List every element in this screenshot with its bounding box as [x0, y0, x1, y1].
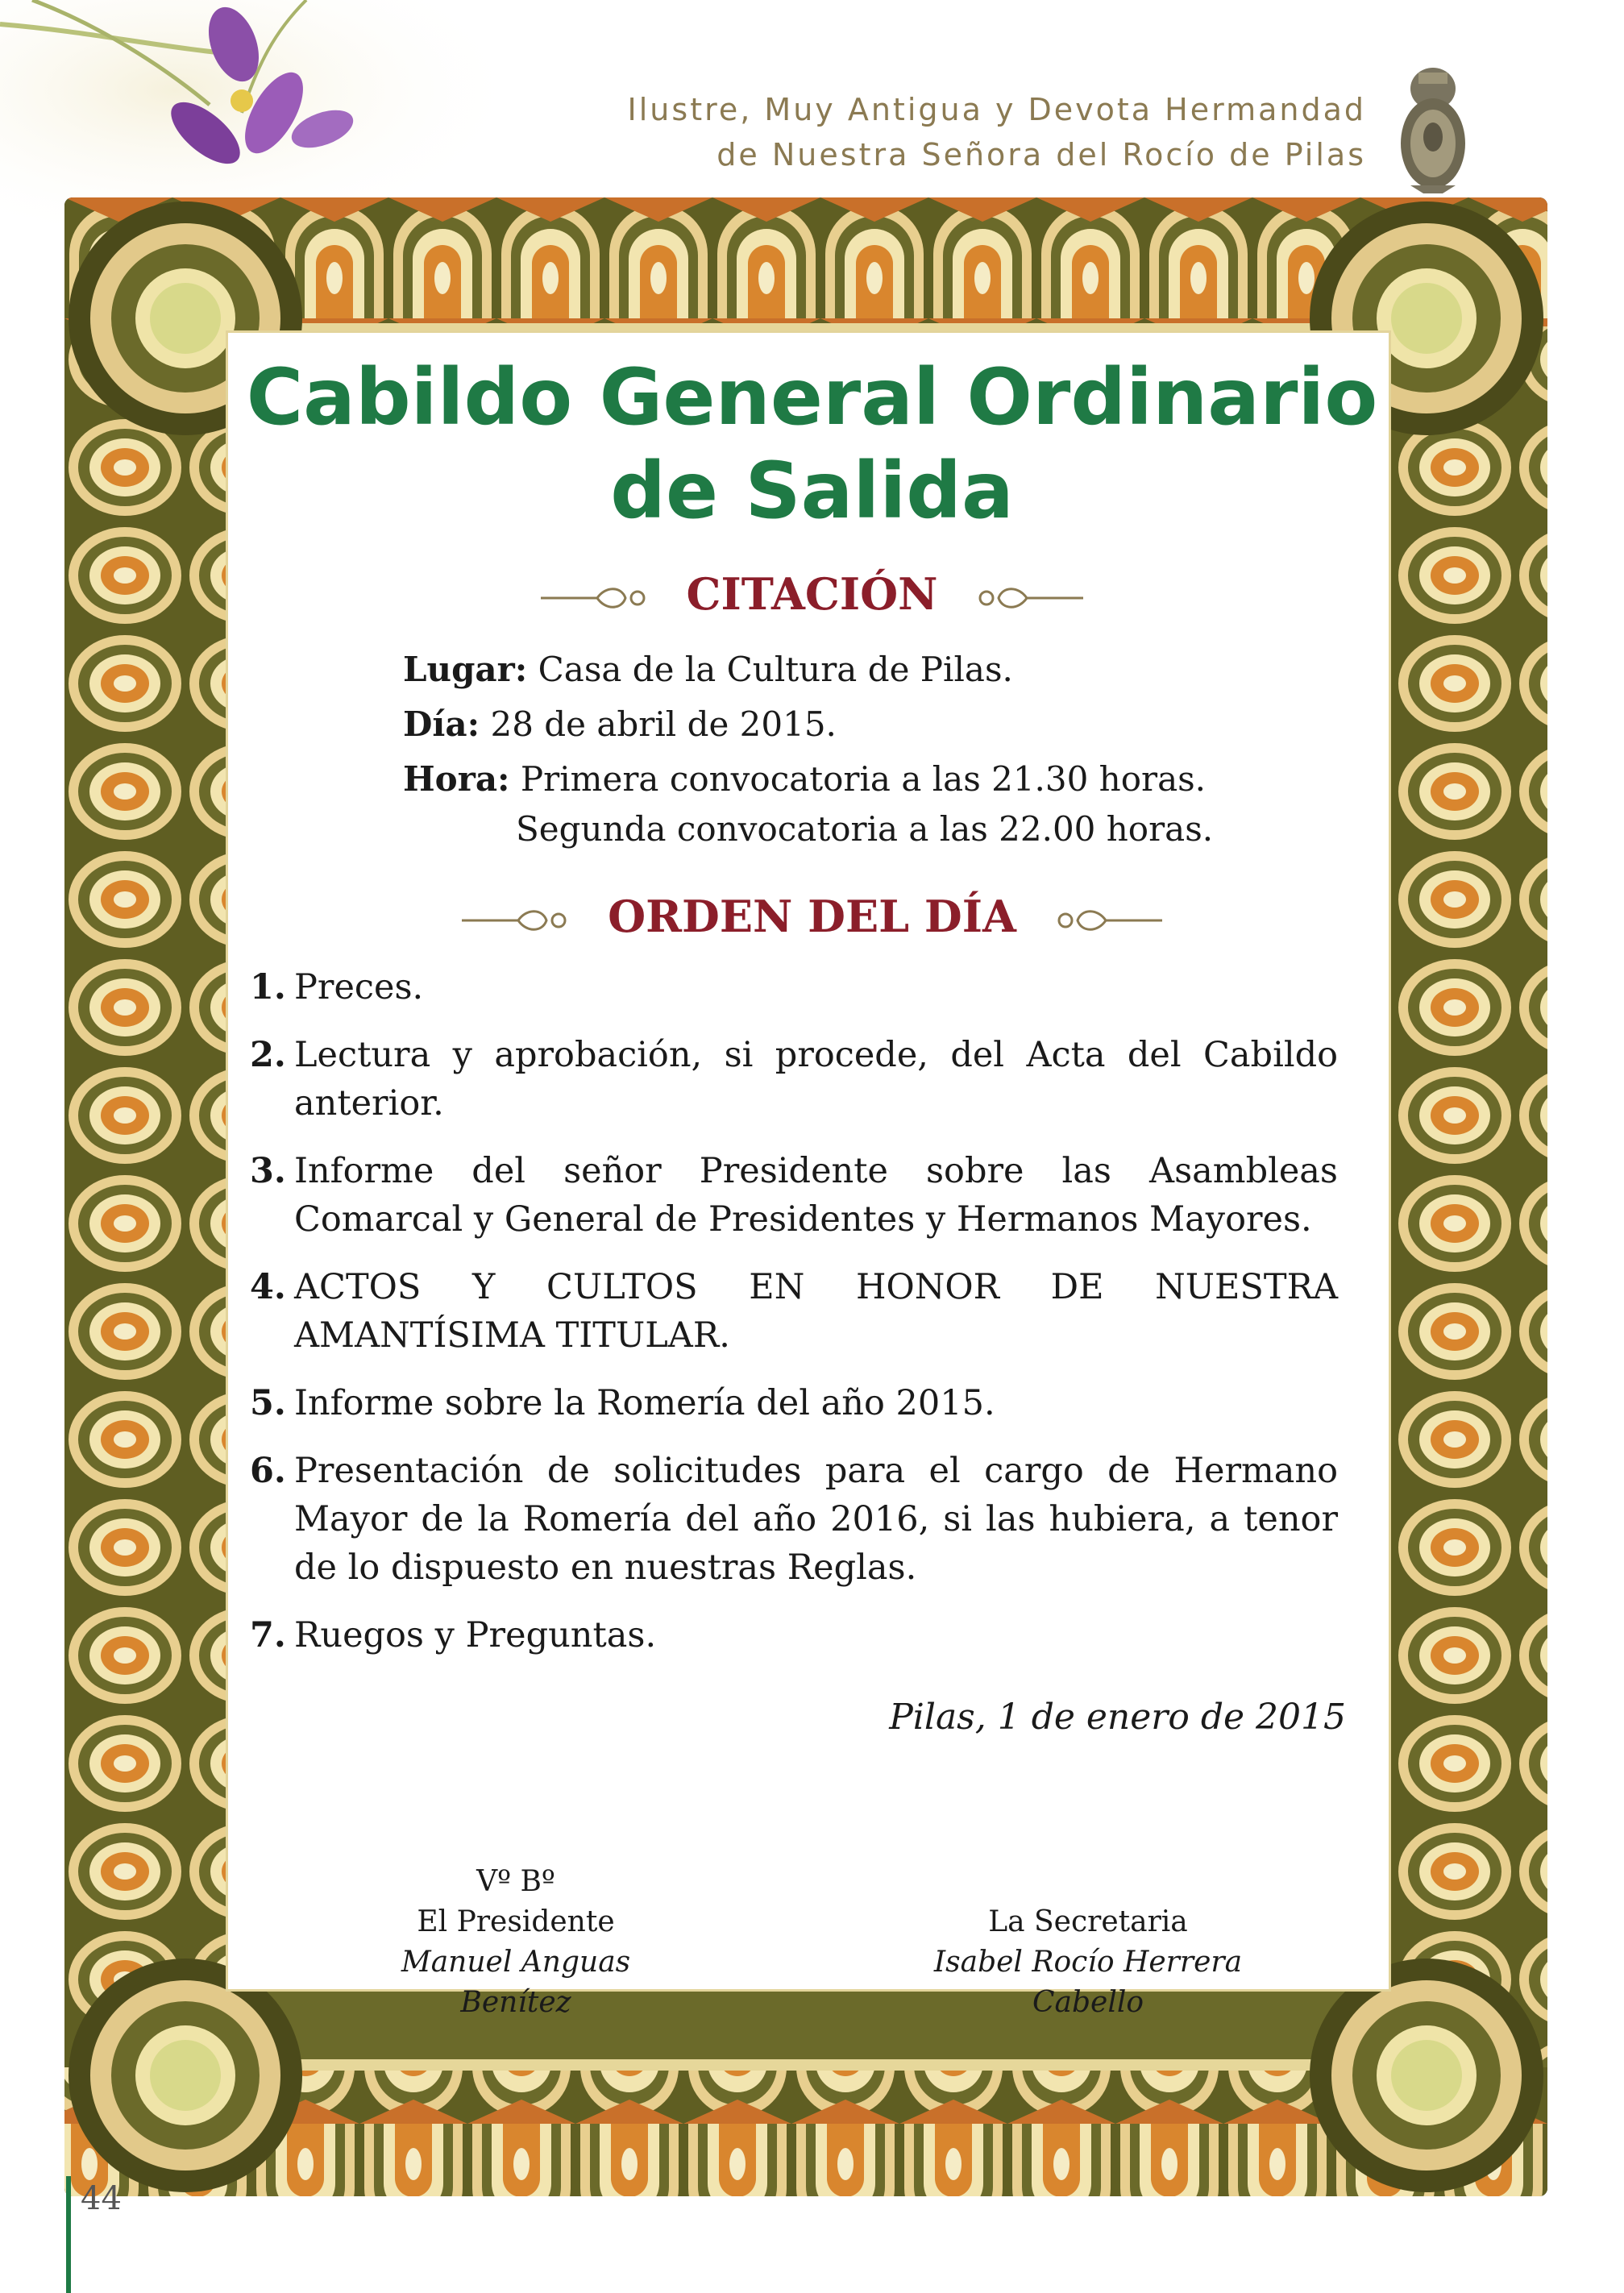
brotherhood-seal-icon	[1394, 56, 1472, 193]
page-number: 44	[81, 2180, 122, 2217]
hora-label: Hora:	[403, 759, 510, 799]
list-item	[250, 1379, 1338, 1427]
item-text: Informe sobre la Romería del año 2015.	[294, 1383, 995, 1423]
right-flourish-icon	[1049, 904, 1162, 937]
hora-row	[403, 754, 1213, 854]
item-number: 6.	[250, 1451, 286, 1491]
item-number: 7.	[250, 1615, 286, 1655]
list-item	[250, 1447, 1338, 1592]
left-flourish-icon	[541, 582, 654, 614]
lugar-value: Casa de la Cultura de Pilas.	[538, 650, 1013, 689]
orden-heading-text: ORDEN DEL DÍA	[608, 891, 1016, 942]
document-date: Pilas, 1 de enero de 2015	[889, 1697, 1346, 1738]
hora-value-2: Segunda convocatoria a las 22.00 horas.	[516, 809, 1214, 849]
brotherhood-header	[628, 87, 1366, 177]
header-line-2: de Nuestra Señora del Rocío de Pilas	[716, 137, 1366, 172]
lugar-label: Lugar:	[403, 650, 528, 689]
list-item	[250, 1031, 1338, 1128]
item-number: 1.	[250, 967, 286, 1007]
page-title	[0, 351, 1624, 538]
hora-value-1: Primera convocatoria a las 21.30 horas.	[520, 759, 1207, 799]
item-number: 3.	[250, 1151, 286, 1191]
item-text: Informe del señor Presidente sobre las Asambleas Comarcal y General de Presidentes y Hermanos Mayores.	[294, 1151, 1338, 1240]
item-text: Ruegos y Preguntas.	[294, 1615, 657, 1655]
iris-flower-illustration	[0, 0, 500, 226]
item-text: Lectura y aprobación, si procede, del Acta del Cabildo anterior.	[294, 1035, 1338, 1124]
right-flourish-icon	[970, 582, 1083, 614]
title-line-1: Cabildo General Ordinario	[246, 352, 1378, 442]
left-flourish-icon	[462, 904, 575, 937]
title-line-2: de Salida	[610, 446, 1014, 536]
vb-label: Vº Bº	[476, 1865, 555, 1898]
orden-heading	[0, 891, 1624, 942]
header-line-1: Ilustre, Muy Antigua y Devota Hermandad	[627, 92, 1366, 127]
secretaria-signature	[895, 1902, 1281, 2023]
citacion-details	[403, 645, 1213, 859]
presidente-role: El Presidente	[417, 1905, 615, 1938]
presidente-name: Manuel Anguas Benítez	[401, 1946, 631, 2019]
item-text: ACTOS Y CULTOS EN HONOR DE NUESTRA AMANTÍSIMA TITULAR.	[294, 1267, 1338, 1356]
list-item	[250, 1611, 1338, 1660]
item-number: 2.	[250, 1035, 286, 1075]
citacion-heading	[0, 568, 1624, 620]
dia-value: 28 de abril de 2015.	[490, 704, 837, 744]
item-number: 5.	[250, 1383, 286, 1423]
item-text: Preces.	[294, 967, 424, 1007]
page-margin-bar	[66, 2176, 71, 2293]
item-text: Presentación de solicitudes para el cargo de Hermano Mayor de la Romería del año 2016, si las hubiera, a tenor de lo dispuesto en nuestras Reglas.	[294, 1451, 1338, 1588]
citacion-heading-text: CITACIÓN	[686, 568, 938, 620]
list-item	[250, 1263, 1338, 1360]
secretaria-name: Isabel Rocío Herrera Cabello	[933, 1946, 1243, 2019]
item-number: 4.	[250, 1267, 286, 1307]
secretaria-role: La Secretaria	[988, 1905, 1188, 1938]
lugar-row	[403, 645, 1213, 695]
presidente-signature	[347, 1862, 685, 2023]
agenda-list	[250, 963, 1338, 1679]
dia-row	[403, 700, 1213, 750]
list-item	[250, 963, 1338, 1011]
dia-label: Día:	[403, 704, 480, 744]
list-item	[250, 1147, 1338, 1244]
